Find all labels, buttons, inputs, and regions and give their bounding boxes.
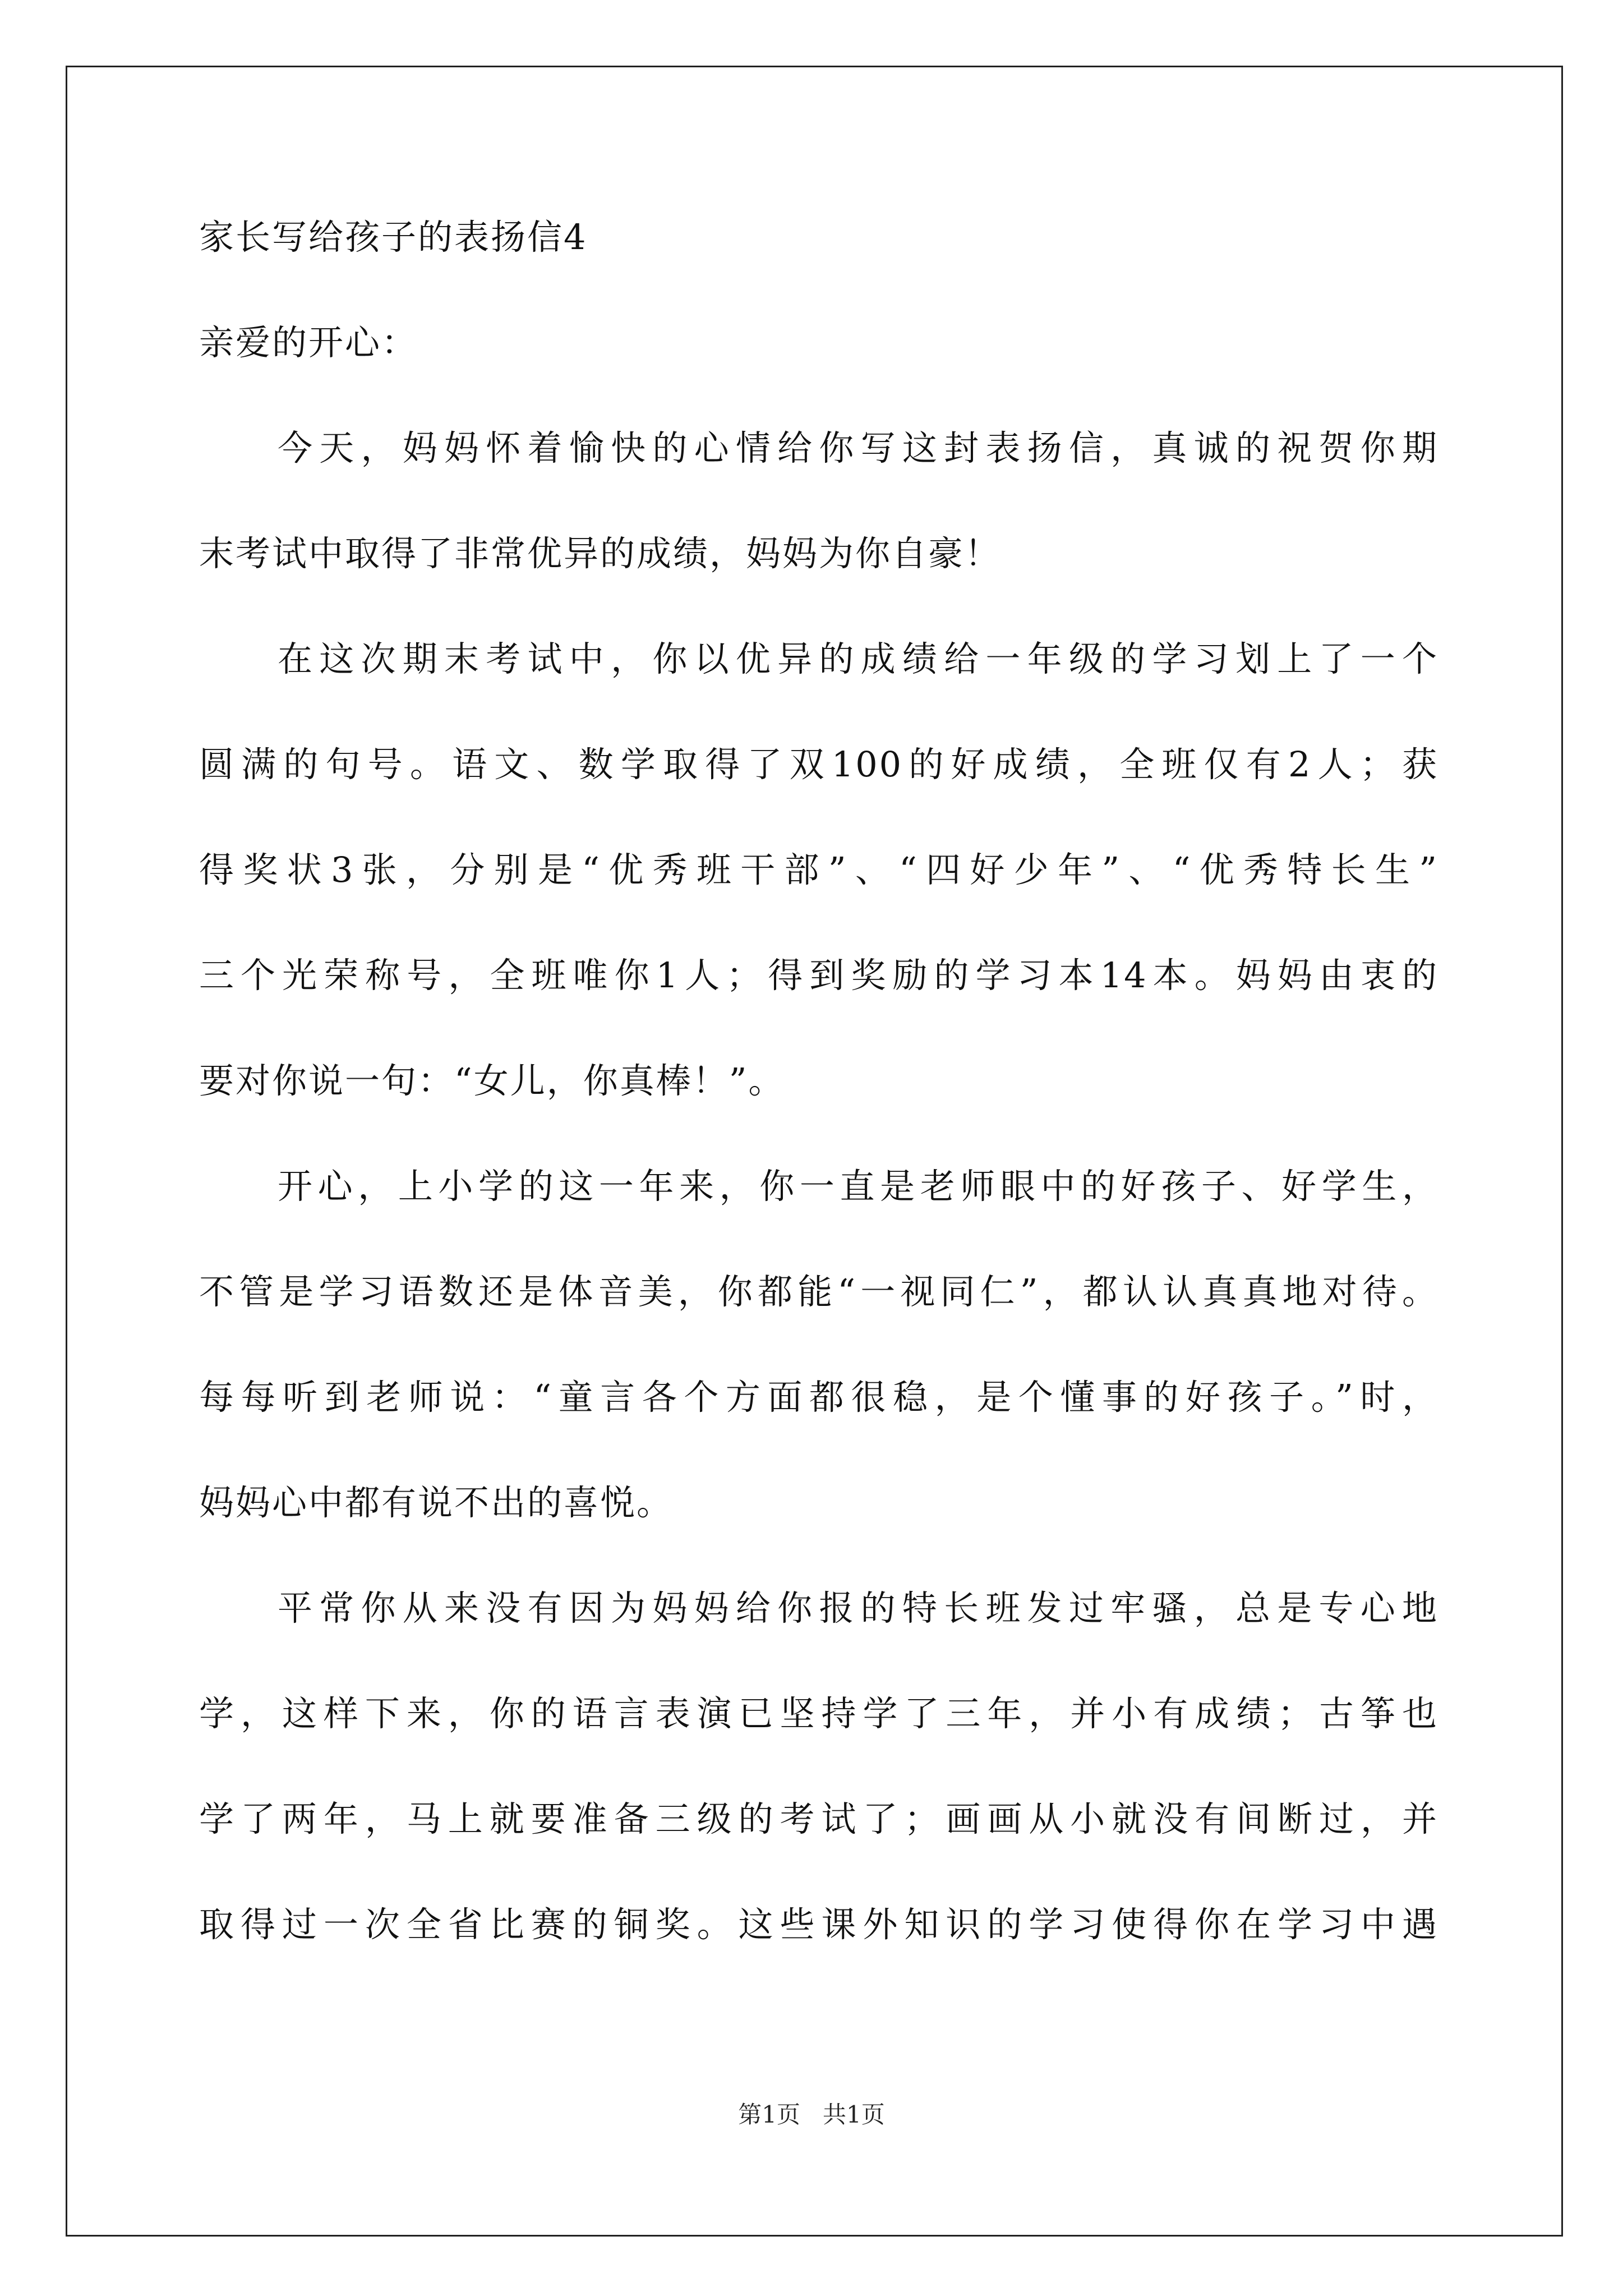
paragraph-line: 平常你从来没有因为妈妈给你报的特长班发过牢骚，总是专心地 — [278, 1588, 1438, 1628]
document-body — [199, 212, 1438, 2005]
paragraph-line: 得奖状3张，分别是“优秀班干部”、“四好少年”、“优秀特长生” — [199, 849, 1438, 890]
paragraph-line: 不管是学习语数还是体音美，你都能“一视同仁”，都认认真真地对待。 — [199, 1271, 1438, 1312]
page-footer — [0, 2098, 1623, 2132]
page-number: 第1页 — [738, 2101, 800, 2128]
paragraph-line: 每每听到老师说：“童言各个方面都很稳，是个懂事的好孩子。”时， — [199, 1377, 1438, 1418]
paragraph-line: 三个光荣称号，全班唯你1人；得到奖励的学习本14本。妈妈由衷的 — [199, 955, 1438, 996]
paragraph-line: 今天，妈妈怀着愉快的心情给你写这封表扬信，真诚的祝贺你期 — [278, 427, 1438, 468]
paragraph-line: 开心，上小学的这一年来，你一直是老师眼中的好孩子、好学生， — [278, 1166, 1438, 1207]
paragraph-line: 末考试中取得了非常优异的成绩，妈妈为你自豪！ — [199, 533, 1002, 574]
greeting: 亲爱的开心： — [199, 322, 418, 363]
paragraph-line: 学，这样下来，你的语言表演已坚持学了三年，并小有成绩；古筝也 — [199, 1693, 1438, 1734]
paragraph-line: 取得过一次全省比赛的铜奖。这些课外知识的学习使得你在学习中遇 — [199, 1904, 1438, 1945]
paragraph-line: 圆满的句号。语文、数学取得了双100的好成绩，全班仅有2人；获 — [199, 744, 1438, 785]
paragraph-line: 要对你说一句：“女儿，你真棒！”。 — [199, 1060, 785, 1101]
paragraph-line: 在这次期末考试中，你以优异的成绩给一年级的学习划上了一个 — [278, 638, 1438, 679]
paragraph-line: 学了两年，马上就要准备三级的考试了；画画从小就没有间断过，并 — [199, 1798, 1438, 1839]
document-title: 家长写给孩子的表扬信4 — [199, 217, 588, 257]
page-total: 共1页 — [823, 2101, 885, 2128]
paragraph-line: 妈妈心中都有说不出的喜悦。 — [199, 1482, 674, 1523]
